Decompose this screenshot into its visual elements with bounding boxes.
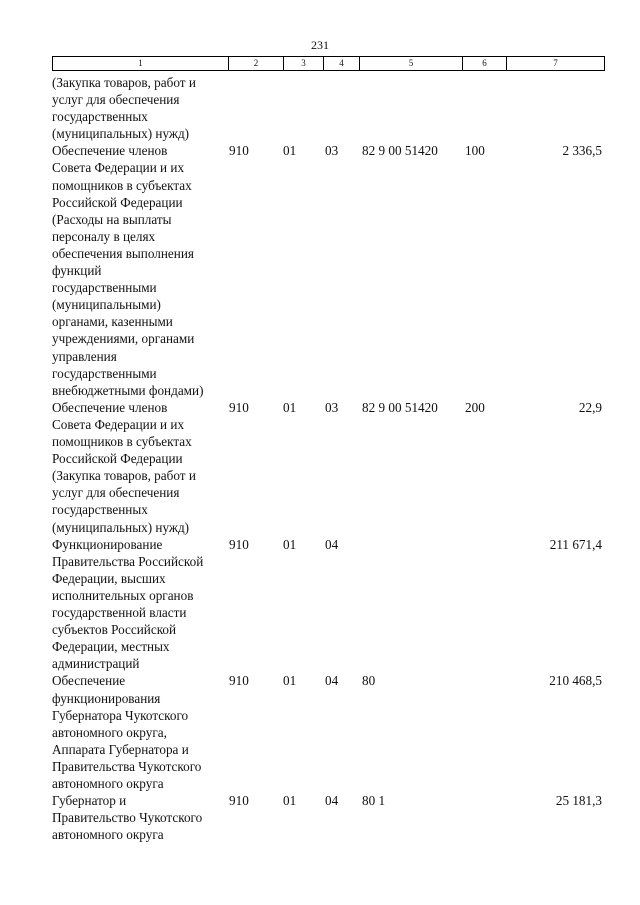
cell-c3: 01 xyxy=(283,399,297,415)
description-line: (муниципальными) xyxy=(52,297,161,313)
cell-c2: 910 xyxy=(229,673,249,689)
table-row xyxy=(0,536,640,673)
description-line: помощников в субъектах xyxy=(52,177,192,193)
description-line: государственной власти xyxy=(52,605,187,621)
cell-c3: 01 xyxy=(283,673,297,689)
cell-c4: 03 xyxy=(325,143,339,159)
description-line: государственных xyxy=(52,109,148,125)
cell-c5: 82 9 00 51420 xyxy=(362,399,438,415)
description-line: персоналу в целях xyxy=(52,228,156,244)
row-description xyxy=(52,536,234,673)
description-line: Обеспечение членов xyxy=(52,399,168,415)
header-col-3: 3 xyxy=(284,57,324,71)
description-line: учреждениями, органами xyxy=(52,331,195,347)
description-line: Губернатор и xyxy=(52,793,127,809)
description-line: Федерации, высших xyxy=(52,570,166,586)
cell-c4: 04 xyxy=(325,793,339,809)
description-line: (муниципальных) нужд) xyxy=(52,126,190,142)
header-col-6: 6 xyxy=(463,57,507,71)
description-line: услуг для обеспечения xyxy=(52,92,180,108)
description-line: (муниципальных) нужд) xyxy=(52,519,190,535)
header-col-2: 2 xyxy=(229,57,284,71)
description-line: функционирования xyxy=(52,690,161,706)
cell-c2: 910 xyxy=(229,399,249,415)
cell-c7: 25 181,3 xyxy=(555,793,602,809)
description-line: Российской Федерации xyxy=(52,194,183,210)
table-row xyxy=(0,399,640,536)
description-line: Губернатора Чукотского xyxy=(52,707,189,723)
cell-c3: 01 xyxy=(283,793,297,809)
description-line: автономного округа xyxy=(52,776,164,792)
cell-c6: 100 xyxy=(465,143,485,159)
page-number: 231 xyxy=(311,38,329,52)
description-line: внебюджетными фондами) xyxy=(52,382,204,398)
row-description xyxy=(52,792,234,843)
description-line: функций xyxy=(52,263,102,279)
cell-c2: 910 xyxy=(229,536,249,552)
description-line: органами, казенными xyxy=(52,314,173,330)
description-line: Федерации, местных xyxy=(52,639,170,655)
cell-c2: 910 xyxy=(229,793,249,809)
cell-c2: 910 xyxy=(229,143,249,159)
header-col-7: 7 xyxy=(507,57,605,71)
description-line: (Закупка товаров, работ и xyxy=(52,468,196,484)
table-row xyxy=(0,792,640,843)
description-line: государственных xyxy=(52,502,148,518)
table-row xyxy=(0,142,640,399)
description-line: государственными xyxy=(52,280,157,296)
cell-c7: 211 671,4 xyxy=(549,536,602,552)
description-line: (Расходы на выплаты xyxy=(52,211,172,227)
description-line: Правительства Чукотского xyxy=(52,758,202,774)
table-row xyxy=(0,74,640,142)
row-description xyxy=(52,399,234,536)
description-line: Функционирование xyxy=(52,536,163,552)
cell-c3: 01 xyxy=(283,536,297,552)
row-description xyxy=(52,74,234,142)
description-line: автономного округа xyxy=(52,827,164,843)
cell-c5: 80 xyxy=(362,673,376,689)
description-line: помощников в субъектах xyxy=(52,434,192,450)
description-line: Обеспечение членов xyxy=(52,143,168,159)
description-line: обеспечения выполнения xyxy=(52,245,194,261)
description-line: Правительства Российской xyxy=(52,553,204,569)
table-row xyxy=(0,672,640,792)
header-col-5: 5 xyxy=(360,57,463,71)
description-line: (Закупка товаров, работ и xyxy=(52,75,196,90)
description-line: Обеспечение xyxy=(52,673,126,689)
cell-c5: 80 1 xyxy=(362,793,386,809)
description-line: Аппарата Губернатора и xyxy=(52,741,189,757)
description-line: государственными xyxy=(52,365,157,381)
cell-c7: 210 468,5 xyxy=(549,673,602,689)
description-line: субъектов Российской xyxy=(52,622,177,638)
table-body xyxy=(0,74,640,843)
description-line: администраций xyxy=(52,656,140,672)
description-line: Совета Федерации и их xyxy=(52,160,185,176)
row-description xyxy=(52,142,234,398)
description-line: Совета Федерации и их xyxy=(52,416,185,432)
cell-c6: 200 xyxy=(465,399,485,415)
header-col-4: 4 xyxy=(324,57,360,71)
cell-c4: 04 xyxy=(325,536,339,552)
cell-c4: 04 xyxy=(325,673,339,689)
table-header xyxy=(52,56,605,71)
description-line: Правительство Чукотского xyxy=(52,810,203,826)
cell-c5: 82 9 00 51420 xyxy=(362,143,438,159)
header-row xyxy=(53,57,605,71)
description-line: Российской Федерации xyxy=(52,451,183,467)
description-line: автономного округа, xyxy=(52,724,167,740)
description-line: управления xyxy=(52,348,117,364)
cell-c3: 01 xyxy=(283,143,297,159)
description-line: услуг для обеспечения xyxy=(52,485,180,501)
cell-c7: 22,9 xyxy=(578,399,602,415)
header-col-1: 1 xyxy=(53,57,229,71)
row-description xyxy=(52,672,234,792)
cell-c7: 2 336,5 xyxy=(562,143,602,159)
description-line: исполнительных органов xyxy=(52,587,194,603)
cell-c4: 03 xyxy=(325,399,339,415)
